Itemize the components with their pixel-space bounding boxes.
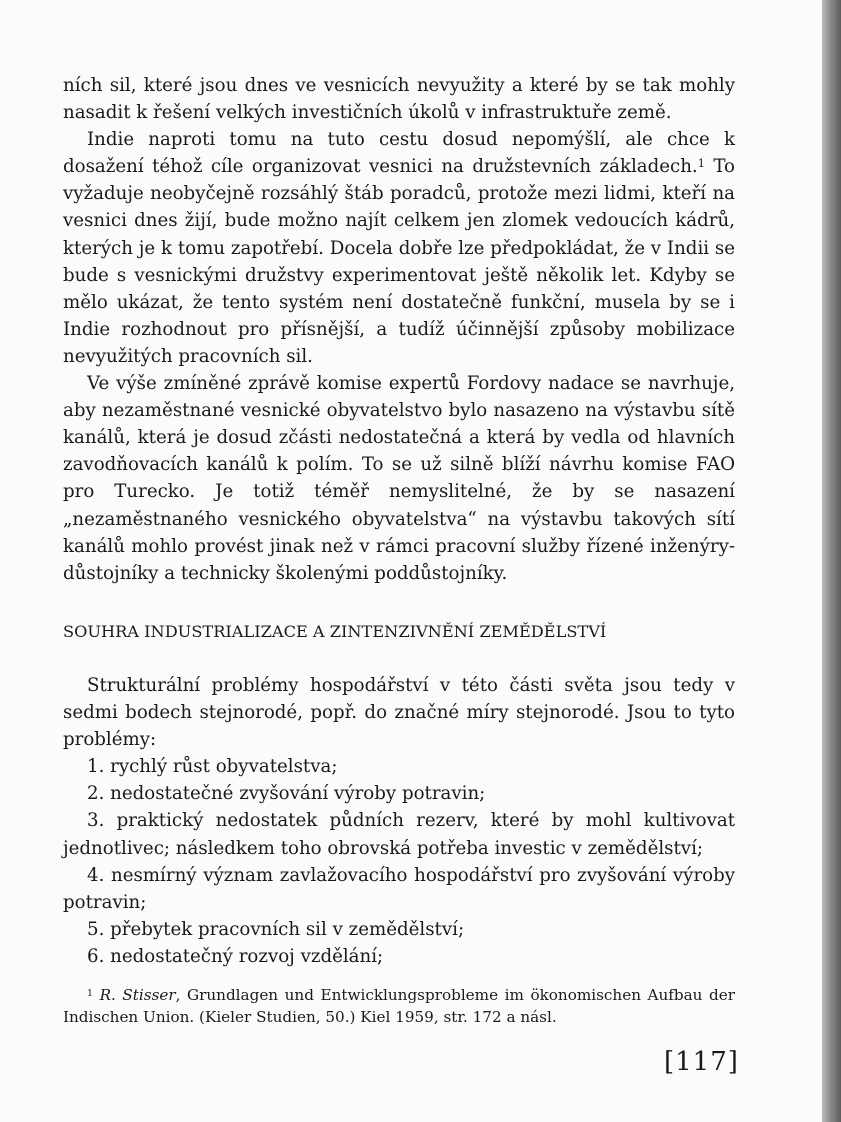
footnote-reference: 1 xyxy=(697,157,705,171)
problem-item: 6. nedostatečný rozvoj vzdělání; xyxy=(87,945,384,967)
problem-list xyxy=(63,753,735,970)
footnote xyxy=(63,985,735,1028)
footnote-mark: 1 xyxy=(87,987,93,999)
paragraph-1: ních sil, které jsou dnes ve vesnicích nevyužity a které by se tak mohly nasadit k řešení velkých investičních úkolů v infrastruktuře země. xyxy=(63,75,735,124)
problem-item: 2. nedostatečné zvyšování výroby potravin; xyxy=(87,783,486,805)
section-text xyxy=(63,672,735,970)
binding-shadow xyxy=(822,0,841,1122)
problem-item: 3. praktický nedostatek půdních rezerv, které by mohl kultivovat jednotlivec; následkem toho obrovská potřeba investic v zemědělství; xyxy=(63,810,735,859)
paragraph-2-continuation: To vyžaduje neobyčejně rozsáhlý štáb poradců, protože mezi lidmi, kteří na vesnici dnes žijí, bude možno najít celkem jen zlomek vedoucích kádrů, kterých je k tomu zapotřebí. Docela dobře lze předpokládat, že v Indii se bude s vesnickými družstvy experimentovat ještě několik let. Kdyby se mělo ukázat, že tento systém není dostatečně funkční, musela by se i Indie rozhodnout pro přísnější, a tudíž účinnější způsoby mobilizace nevyužitých pracovních sil. xyxy=(63,156,736,367)
problem-item: 1. rychlý růst obyvatelstva; xyxy=(87,756,338,778)
footnote-author: R. Stisser xyxy=(99,986,176,1004)
paragraph-2 xyxy=(63,126,735,370)
paragraph-2-text: Indie naproti tomu na tuto cestu dosud nepomýšlí, ale chce k dosažení téhož cíle organizovat vesnici na družstevních základech. xyxy=(63,129,735,178)
footnote-citation: , Grundlagen und Entwicklungsprobleme im ökonomischen Aufbau der Indischen Union. (Kieler Studien, 50.) Kiel 1959, str. 172 a násl. xyxy=(63,986,735,1026)
paragraph-3: Ve výše zmíněné zprávě komise expertů Fordovy nadace se navrhuje, aby nezaměstnané vesnické obyvatelstvo bylo nasazeno na výstavbu sítě kanálů, která je dosud zčásti nedostatečná a která by vedla od hlavních zavodňovacích kanálů k polím. To se už silně blíží návrhu komise FAO pro Turecko. Je totiž téměř nemyslitelné, že by se nasazení „nezaměstnaného vesnického obyvatelstva“ na výstavbu takových sítí kanálů mohlo provést jinak než v rámci pracovní služby řízené inženýry-důstojníky a technicky školenými poddůstojníky. xyxy=(63,373,735,584)
problem-item: 4. nesmírný význam zavlažovacího hospodářství pro zvyšování výroby potravin; xyxy=(63,864,735,913)
section-intro: Strukturální problémy hospodářství v této části světa jsou tedy v sedmi bodech stejnorodé, popř. do značné míry stejnorodé. Jsou to tyto problémy: xyxy=(63,675,735,751)
problem-item: 5. přebytek pracovních sil v zemědělství; xyxy=(87,918,465,940)
page-number: [117] xyxy=(664,1047,739,1077)
main-text xyxy=(63,72,735,587)
section-heading: SOUHRA INDUSTRIALIZACE A ZINTENZIVNĚNÍ ZEMĚDĚLSTVÍ xyxy=(63,622,607,641)
footnote-text xyxy=(63,985,735,1028)
